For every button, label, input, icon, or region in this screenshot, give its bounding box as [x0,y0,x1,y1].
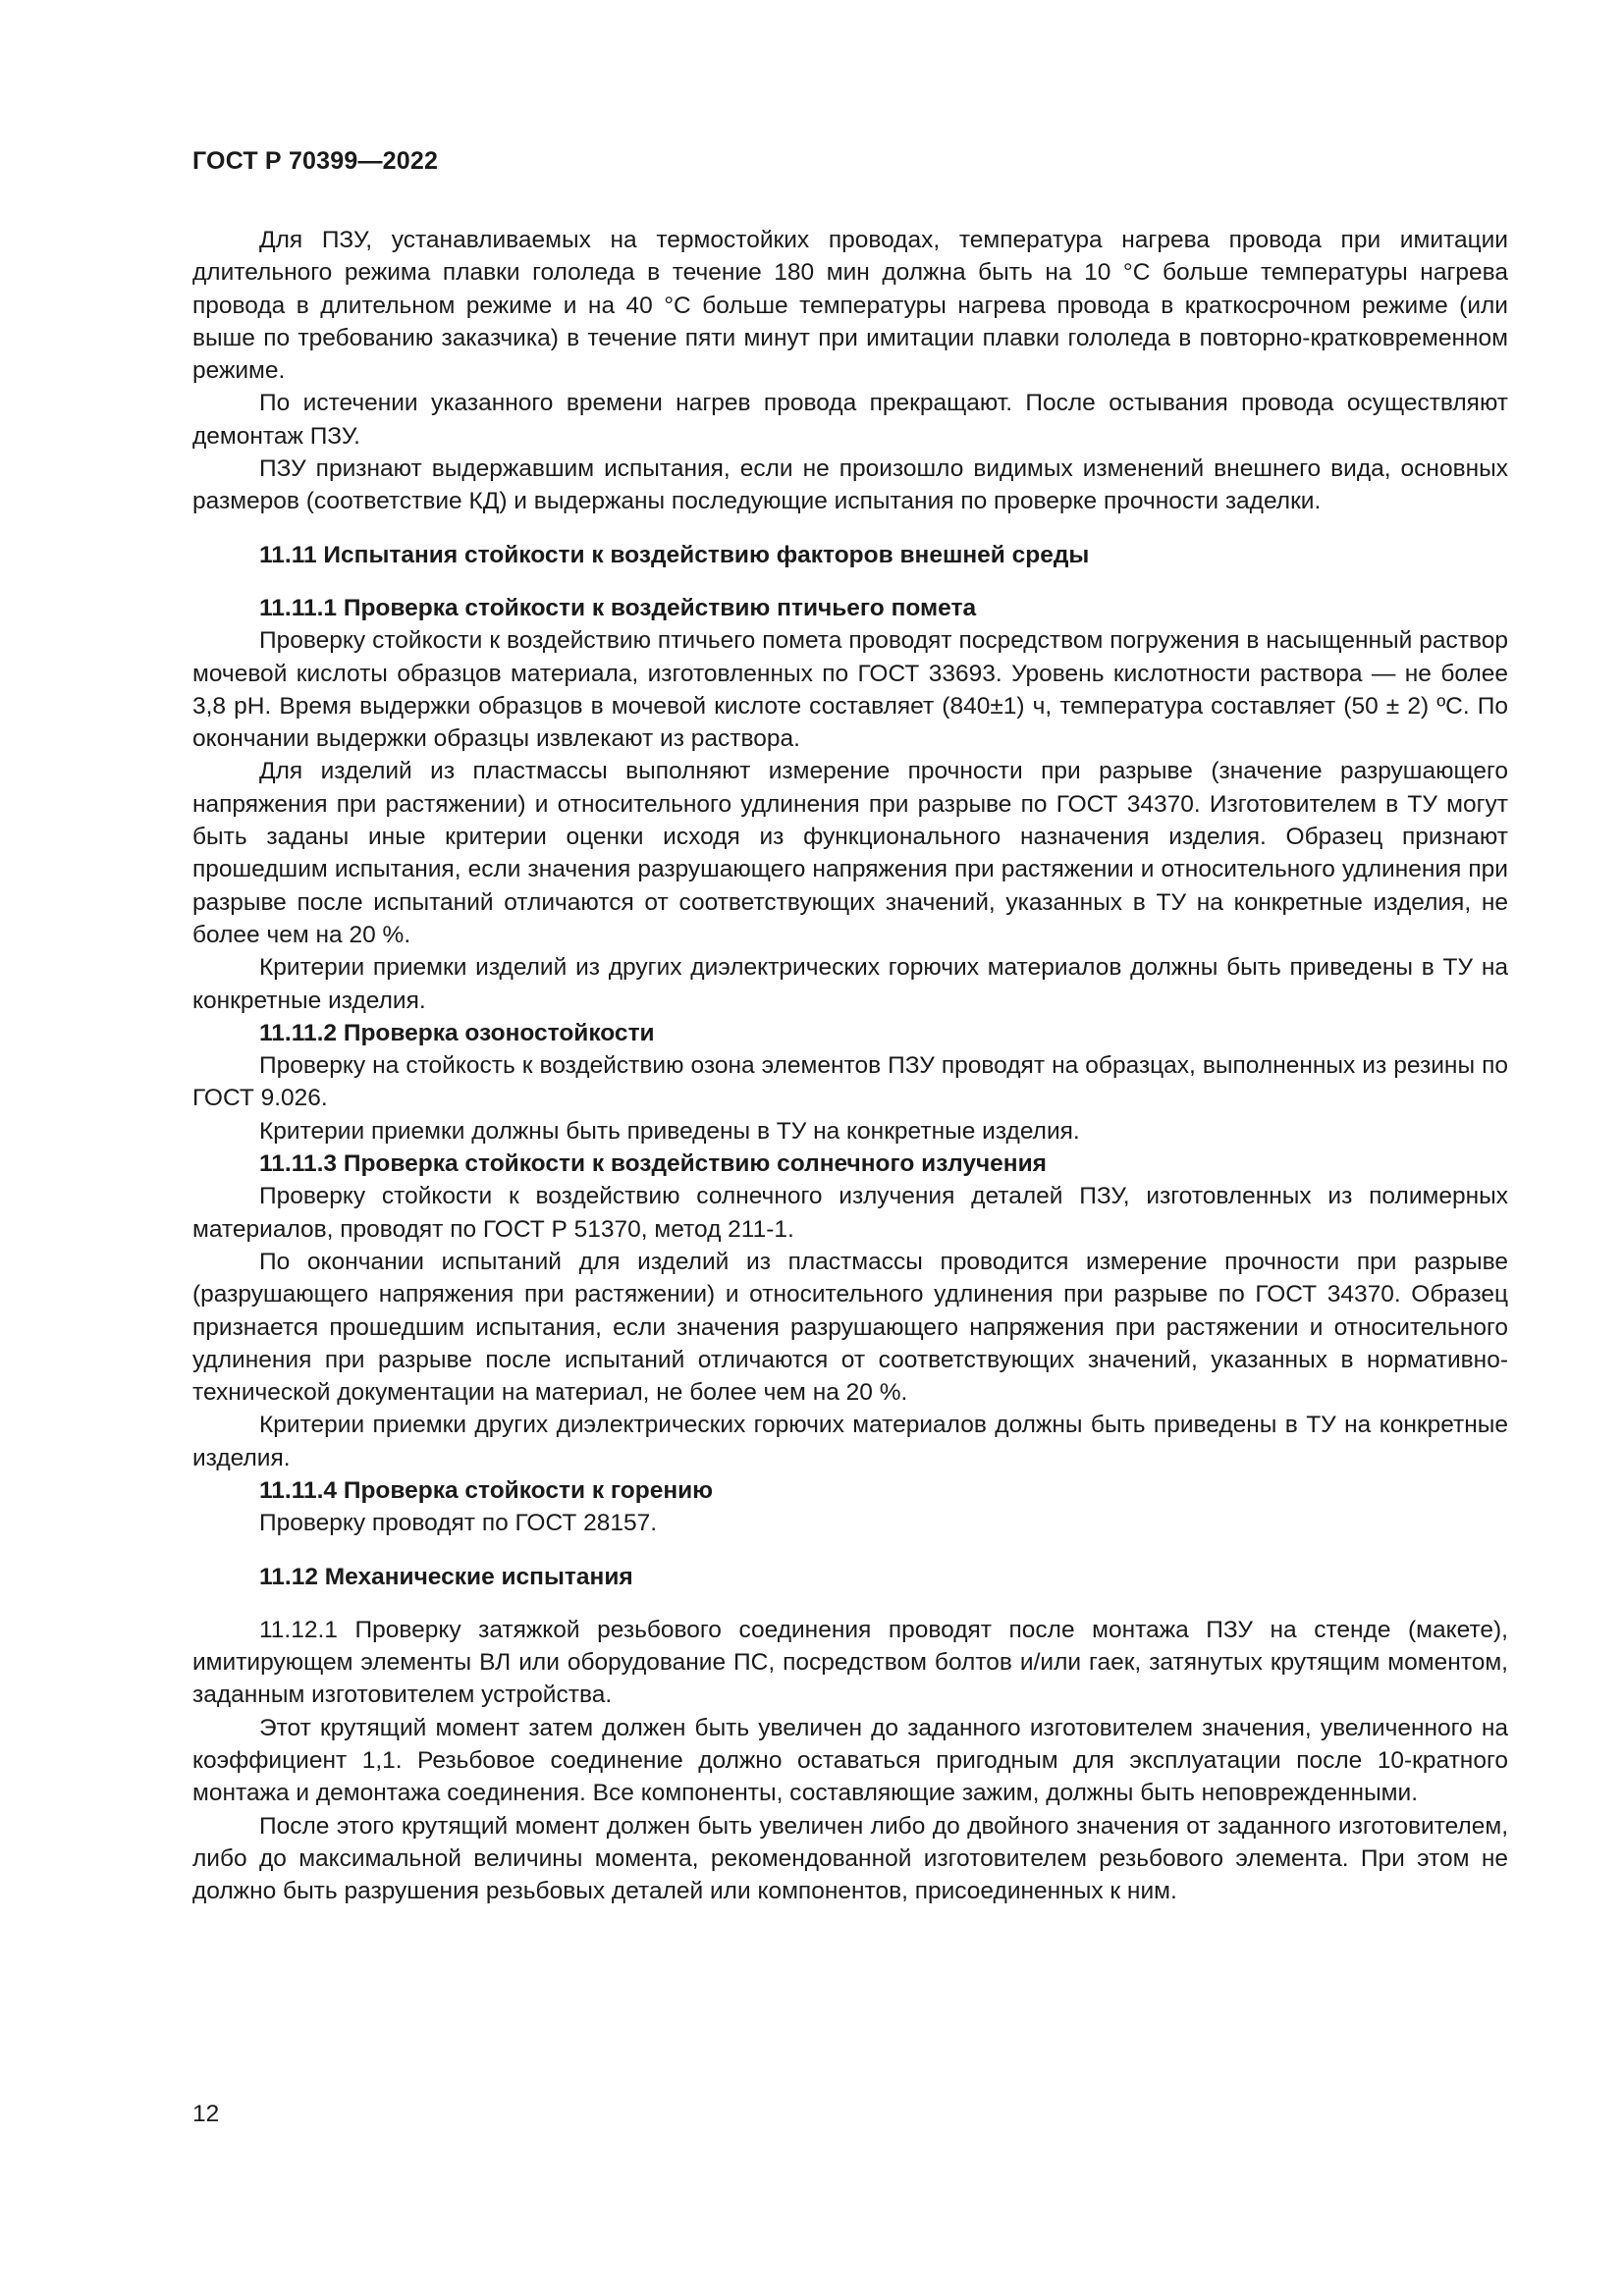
page-number: 12 [192,2101,220,2127]
paragraph: Проверку проводят по ГОСТ 28157. [259,1510,658,1537]
paragraph: ПЗУ признают выдержавшим испытания, если не произошло видимых изменений внешнего вида, основных размеров (соответствие КД) и выдержаны последующие испытания по проверке прочности заделки. [192,455,1508,515]
document-body [192,224,1508,1908]
paragraph: 11.12.1 Проверку затяжкой резьбового соединения проводят после монтажа ПЗУ на стенде (макете), имитирующем элементы ВЛ или оборудование ПС, посредством болтов и/или гаек, затянутых крутящим моментом, заданным изготовителем устройства. [192,1616,1508,1709]
paragraph: Для изделий из пластмассы выполняют измерение прочности при разрыве (значение разрушающего напряжения при растяжении) и относительного удлинения при разрыве по ГОСТ 34370. Изготовителем в ТУ могут быть заданы иные критерии оценки исходя из функционального назначения изделия. Образец признают прошедшим испытания, если значения разрушающего напряжения при растяжении и относительного удлинения при разрыве после испытаний отличаются от соответствующих значений, указанных в ТУ на конкретные изделия, не более чем на 20 %. [192,758,1508,948]
paragraph: Для ПЗУ, устанавливаемых на термостойких проводах, температура нагрева провода при имитации длительного режима плавки гололеда в течение 180 мин должна быть на 10 °С больше температуры нагрева провода в длительном режиме и на 40 °С больше температуры нагрева провода в краткосрочном режиме (или выше по требованию заказчика) в течение пяти минут при имитации плавки гололеда в повторно-кратковременном режиме. [192,227,1508,385]
subsection-heading-11-11-2: 11.11.2 Проверка озоностойкости [259,1019,655,1046]
section-heading-11-12: 11.12 Механические испытания [259,1563,633,1590]
paragraph: Критерии приемки других диэлектрических горючих материалов должны быть приведены в ТУ на конкретные изделия. [192,1412,1508,1471]
paragraph: Этот крутящий момент затем должен быть увеличен до заданного изготовителем значения, увеличенного на коэффициент 1,1. Резьбовое соединение должно оставаться пригодным для эксплуатации после 10-кратного монтажа и демонтажа соединения. Все компоненты, составляющие зажим, должны быть неповрежденными. [192,1714,1508,1807]
paragraph: Проверку стойкости к воздействию птичьего помета проводят посредством погружения в насыщенный раствор мочевой кислоты образцов материала, изготовленных по ГОСТ 33693. Уровень кислотности раствора — не более 3,8 pH. Время выдержки образцов в мочевой кислоте составляет (840±1) ч, температура составляет (50 ± 2) ºС. По окончании выдержки образцы извлекают из раствора. [192,627,1508,753]
paragraph: По окончании испытаний для изделий из пластмассы проводится измерение прочности при разрыве (разрушающего напряжения при растяжении) и относительного удлинения при разрыве по ГОСТ 34370. Образец признается прошедшим испытания, если значения разрушающего напряжения при растяжении и относительного удлинения при разрыве после испытаний отличаются от соответствующих значений, указанных в нормативно-технической документации на материал, не более чем на 20 %. [192,1248,1508,1407]
paragraph: По истечении указанного времени нагрев провода прекращают. После остывания провода осуществляют демонтаж ПЗУ. [192,390,1508,450]
subsection-heading-11-11-1: 11.11.1 Проверка стойкости к воздействию птичьего помета [259,594,977,621]
paragraph: Проверку на стойкость к воздействию озона элементов ПЗУ проводят на образцах, выполненных из резины по ГОСТ 9.026. [192,1052,1508,1112]
paragraph: Критерии приемки изделий из других диэлектрических горючих материалов должны быть приведены в ТУ на конкретные изделия. [192,954,1508,1014]
subsection-heading-11-11-3: 11.11.3 Проверка стойкости к воздействию солнечного излучения [259,1150,1047,1178]
paragraph: Критерии приемки должны быть приведены в ТУ на конкретные изделия. [259,1117,1080,1145]
paragraph: Проверку стойкости к воздействию солнечного излучения деталей ПЗУ, изготовленных из полимерных материалов, проводят по ГОСТ Р 51370, метод 211-1. [192,1183,1508,1243]
subsection-heading-11-11-4: 11.11.4 Проверка стойкости к горению [259,1476,714,1504]
section-heading-11-11: 11.11 Испытания стойкости к воздействию факторов внешней среды [259,541,1090,568]
paragraph: После этого крутящий момент должен быть увеличен либо до двойного значения от заданного изготовителем, либо до максимальной величины момента, рекомендованной изготовителем резьбового элемента. При этом не должно быть разрушения резьбовых деталей или компонентов, присоединенных к ним. [192,1812,1508,1905]
document-header: ГОСТ Р 70399—2022 [192,147,439,175]
